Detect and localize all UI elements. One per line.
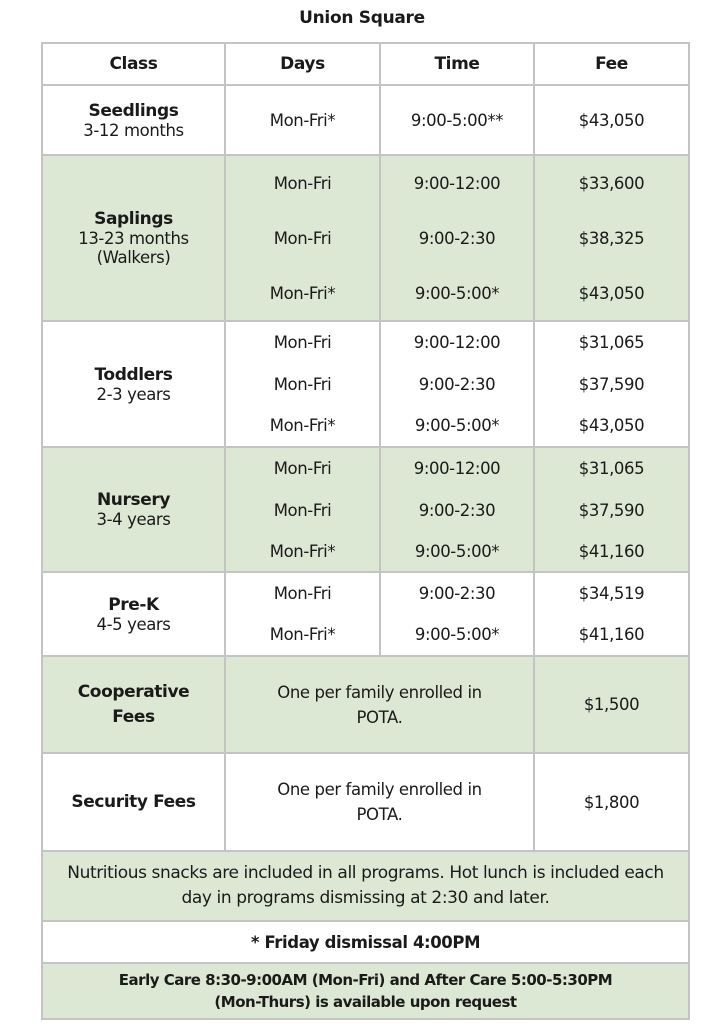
- header-days: Days: [225, 43, 380, 85]
- header-row: [42, 43, 689, 85]
- class-row-nursery: [42, 447, 689, 489]
- fee-name-cell: [42, 656, 225, 753]
- days-cell: Mon-Fri*: [225, 85, 380, 155]
- days-cell: Mon-Fri: [225, 321, 380, 363]
- days-cell: Mon-Fri*: [225, 266, 380, 321]
- class-age: 4-5 years: [96, 614, 171, 634]
- class-name: Seedlings: [88, 100, 179, 121]
- class-cell: [42, 447, 225, 572]
- days-cell: Mon-Fri: [225, 363, 380, 405]
- class-row-toddlers: [42, 321, 689, 363]
- fee-cell: $43,050: [534, 405, 689, 447]
- time-cell: 9:00-2:30: [380, 572, 534, 614]
- class-row-saplings: [42, 155, 689, 210]
- fee-row-cooperative: [42, 656, 689, 753]
- fee-cell: $37,590: [534, 489, 689, 531]
- class-age: 13-23 months: [78, 229, 189, 248]
- fee-row-security: [42, 753, 689, 851]
- fee-cell: $43,050: [534, 85, 689, 155]
- class-name: Nursery: [96, 490, 171, 510]
- days-cell: Mon-Fri*: [225, 405, 380, 447]
- time-cell: 9:00-12:00: [380, 321, 534, 363]
- class-cell: [42, 572, 225, 656]
- time-cell: 9:00-5:00*: [380, 531, 534, 572]
- class-name: Saplings: [94, 209, 173, 229]
- days-cell: Mon-Fri: [225, 489, 380, 531]
- fee-amount: $1,800: [534, 753, 689, 851]
- header-time: Time: [380, 43, 534, 85]
- class-name: Toddlers: [94, 364, 173, 385]
- fee-name-line2: Fees: [112, 706, 155, 727]
- class-cell: [42, 321, 225, 447]
- header-fee: Fee: [534, 43, 689, 85]
- note-row-friday: [42, 921, 689, 963]
- nutrition-note: Nutritious snacks are included in all programs. Hot lunch is included each day in programs dismissing at 2:30 and later.: [42, 851, 689, 921]
- time-cell: 9:00-2:30: [380, 489, 534, 531]
- fee-name: Cooperative: [77, 681, 190, 702]
- fee-cell: $34,519: [534, 572, 689, 614]
- time-cell: 9:00-2:30: [380, 363, 534, 405]
- fee-name: Security Fees: [71, 792, 196, 812]
- fee-cell: $43,050: [534, 266, 689, 321]
- fee-name-cell: [42, 753, 225, 851]
- time-cell: 9:00-5:00*: [380, 614, 534, 656]
- fee-cell: $31,065: [534, 321, 689, 363]
- fee-cell: $31,065: [534, 447, 689, 489]
- days-cell: Mon-Fri: [225, 447, 380, 489]
- time-cell: 9:00-12:00: [380, 447, 534, 489]
- days-cell: Mon-Fri: [225, 155, 380, 210]
- note-row-nutrition: [42, 851, 689, 921]
- class-age: 2-3 years: [96, 384, 171, 404]
- days-cell: Mon-Fri*: [225, 614, 380, 656]
- fee-amount: $1,500: [534, 656, 689, 753]
- days-cell: Mon-Fri: [225, 210, 380, 266]
- friday-dismissal-note: * Friday dismissal 4:00PM: [42, 921, 689, 963]
- class-age-note: (Walkers): [96, 248, 171, 267]
- fee-description: One per family enrolled in POTA.: [225, 656, 534, 753]
- fee-cell: $41,160: [534, 531, 689, 572]
- class-name: Pre-K: [108, 594, 159, 615]
- fee-cell: $41,160: [534, 614, 689, 656]
- time-cell: 9:00-12:00: [380, 155, 534, 210]
- fee-cell: $38,325: [534, 210, 689, 266]
- days-cell: Mon-Fri: [225, 572, 380, 614]
- time-cell: 9:00-5:00**: [380, 85, 534, 155]
- fee-description: One per family enrolled in POTA.: [225, 753, 534, 851]
- early-care-note: Early Care 8:30-9:00AM (Mon-Fri) and After Care 5:00-5:30PM (Mon-Thurs) is available upon request: [42, 963, 689, 1019]
- time-cell: 9:00-2:30: [380, 210, 534, 266]
- fee-cell: $37,590: [534, 363, 689, 405]
- class-cell: [42, 155, 225, 321]
- page-title: Union Square: [299, 8, 425, 28]
- class-cell: [42, 85, 225, 155]
- note-row-early-care: [42, 963, 689, 1019]
- tuition-table: [41, 42, 690, 1020]
- class-row-prek: [42, 572, 689, 614]
- days-cell: Mon-Fri*: [225, 531, 380, 572]
- time-cell: 9:00-5:00*: [380, 266, 534, 321]
- class-age: 3-4 years: [96, 510, 171, 529]
- fee-cell: $33,600: [534, 155, 689, 210]
- header-class: Class: [42, 43, 225, 85]
- class-row-seedlings: [42, 85, 689, 155]
- class-age: 3-12 months: [83, 120, 184, 140]
- time-cell: 9:00-5:00*: [380, 405, 534, 447]
